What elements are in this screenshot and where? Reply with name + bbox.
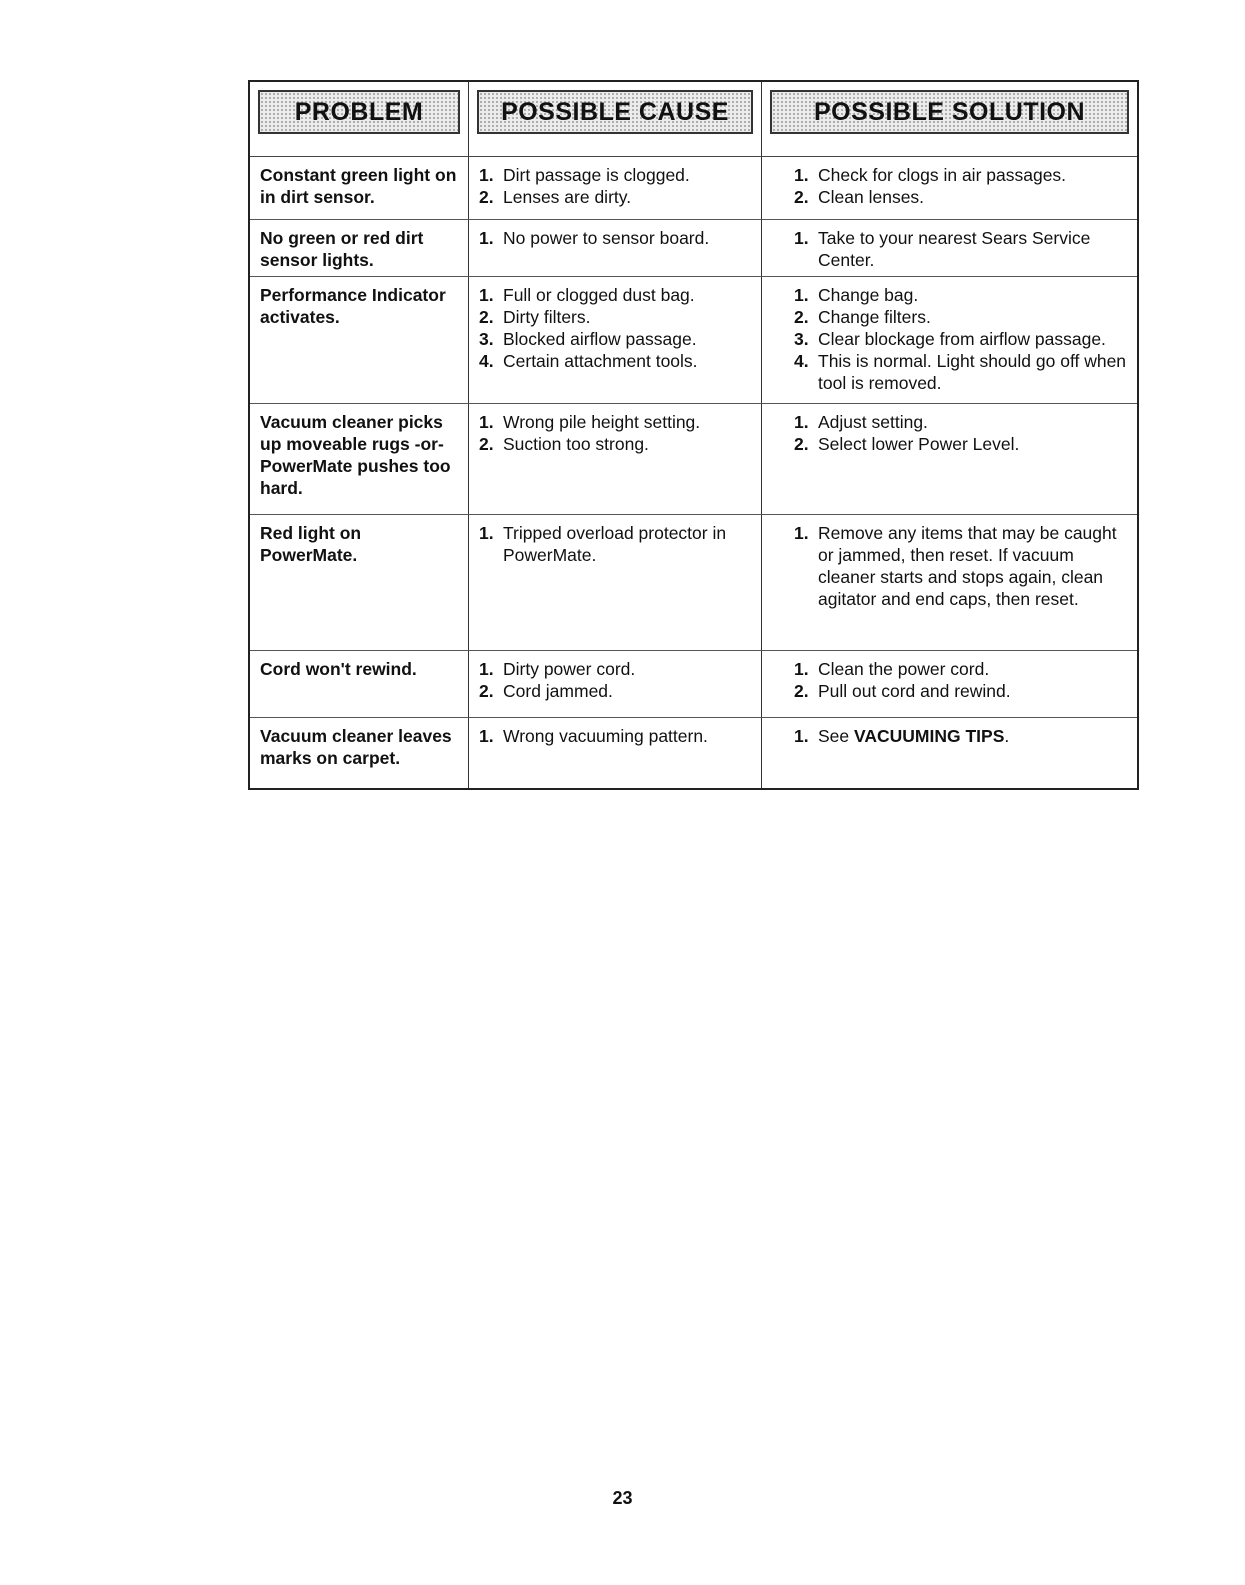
- cause-cell: [468, 651, 761, 717]
- table-row: [250, 515, 1137, 651]
- list-item: 2. Cord jammed.: [479, 681, 613, 701]
- list-item: 3. Clear blockage from airflow passage.: [794, 329, 1106, 349]
- solution-cell: [761, 651, 1137, 717]
- header-problem: PROBLEM: [258, 90, 460, 134]
- problem-text: No green or red dirt sensor lights.: [260, 228, 424, 270]
- cause-cell: [468, 515, 761, 650]
- list-item: 1. Tripped overload protector in PowerMate.: [479, 523, 727, 565]
- problem-cell: [250, 220, 468, 276]
- cause-cell: [468, 404, 761, 514]
- list-item: 2. Dirty filters.: [479, 307, 591, 327]
- list-item: 1. Remove any items that may be caught or jammed, then reset. If vacuum cleaner starts and stops again, clean agitator and end caps, then reset.: [794, 523, 1117, 609]
- problem-cell: [250, 718, 468, 788]
- list-item: 2. Clean lenses.: [794, 187, 925, 207]
- problem-text: Cord won't rewind.: [260, 659, 417, 679]
- list-item: 1. Wrong pile height setting.: [479, 412, 701, 432]
- table-row: [250, 718, 1137, 788]
- header-possible-solution: POSSIBLE SOLUTION: [770, 90, 1129, 134]
- problem-cell: [250, 651, 468, 717]
- list-item: 4. This is normal. Light should go off when tool is removed.: [794, 351, 1127, 393]
- table-row: [250, 220, 1137, 277]
- solution-cell: [761, 157, 1137, 219]
- list-item: 2. Select lower Power Level.: [794, 434, 1020, 454]
- problem-text: Performance Indicator activates.: [260, 285, 446, 327]
- problem-text: Vacuum cleaner picks up moveable rugs -or- PowerMate pushes too hard.: [260, 412, 451, 498]
- list-item: 1. Dirt passage is clogged.: [479, 165, 690, 185]
- table-row: [250, 404, 1137, 515]
- list-item: 1. Change bag.: [794, 285, 919, 305]
- cause-cell: [468, 718, 761, 788]
- page-number: 23: [612, 1488, 633, 1508]
- solution-cell: [761, 277, 1137, 403]
- list-item: 4. Certain attachment tools.: [479, 351, 698, 371]
- problem-text: Vacuum cleaner leaves marks on carpet.: [260, 726, 452, 768]
- solution-cell: [761, 220, 1137, 276]
- list-item: 1. Adjust setting.: [794, 412, 928, 432]
- problem-cell: [250, 404, 468, 514]
- header-cell-cause: [468, 82, 761, 156]
- list-item: 2. Change filters.: [794, 307, 931, 327]
- header-cell-solution: [761, 82, 1137, 156]
- table-row: [250, 651, 1137, 718]
- cause-cell: [468, 157, 761, 219]
- list-item: 1. See VACUUMING TIPS.: [794, 726, 1010, 746]
- problem-text: Constant green light on in dirt sensor.: [260, 165, 457, 207]
- list-item: 2. Lenses are dirty.: [479, 187, 632, 207]
- list-item: 1. No power to sensor board.: [479, 228, 710, 248]
- list-item: 2. Suction too strong.: [479, 434, 649, 454]
- list-item: 1. Wrong vacuuming pattern.: [479, 726, 708, 746]
- cause-cell: [468, 220, 761, 276]
- problem-text: Red light on PowerMate.: [260, 523, 362, 565]
- cause-cell: [468, 277, 761, 403]
- list-item: 2. Pull out cord and rewind.: [794, 681, 1011, 701]
- problem-cell: [250, 515, 468, 650]
- table-header-row: [250, 82, 1137, 157]
- list-item: 1. Take to your nearest Sears Service Center.: [794, 228, 1091, 270]
- solution-cell: [761, 404, 1137, 514]
- table-row: [250, 157, 1137, 220]
- list-item: 1. Check for clogs in air passages.: [794, 165, 1067, 185]
- list-item: 3. Blocked airflow passage.: [479, 329, 697, 349]
- list-item: 1. Dirty power cord.: [479, 659, 636, 679]
- list-item: 1. Full or clogged dust bag.: [479, 285, 695, 305]
- header-possible-cause: POSSIBLE CAUSE: [477, 90, 753, 134]
- problem-cell: [250, 157, 468, 219]
- header-cell-problem: [250, 82, 468, 156]
- solution-cell: [761, 515, 1137, 650]
- problem-cell: [250, 277, 468, 403]
- table-row: [250, 277, 1137, 404]
- solution-cell: [761, 718, 1137, 788]
- troubleshooting-table: [248, 80, 1139, 790]
- list-item: 1. Clean the power cord.: [794, 659, 990, 679]
- vacuuming-tips-reference: VACUUMING TIPS: [854, 726, 1005, 746]
